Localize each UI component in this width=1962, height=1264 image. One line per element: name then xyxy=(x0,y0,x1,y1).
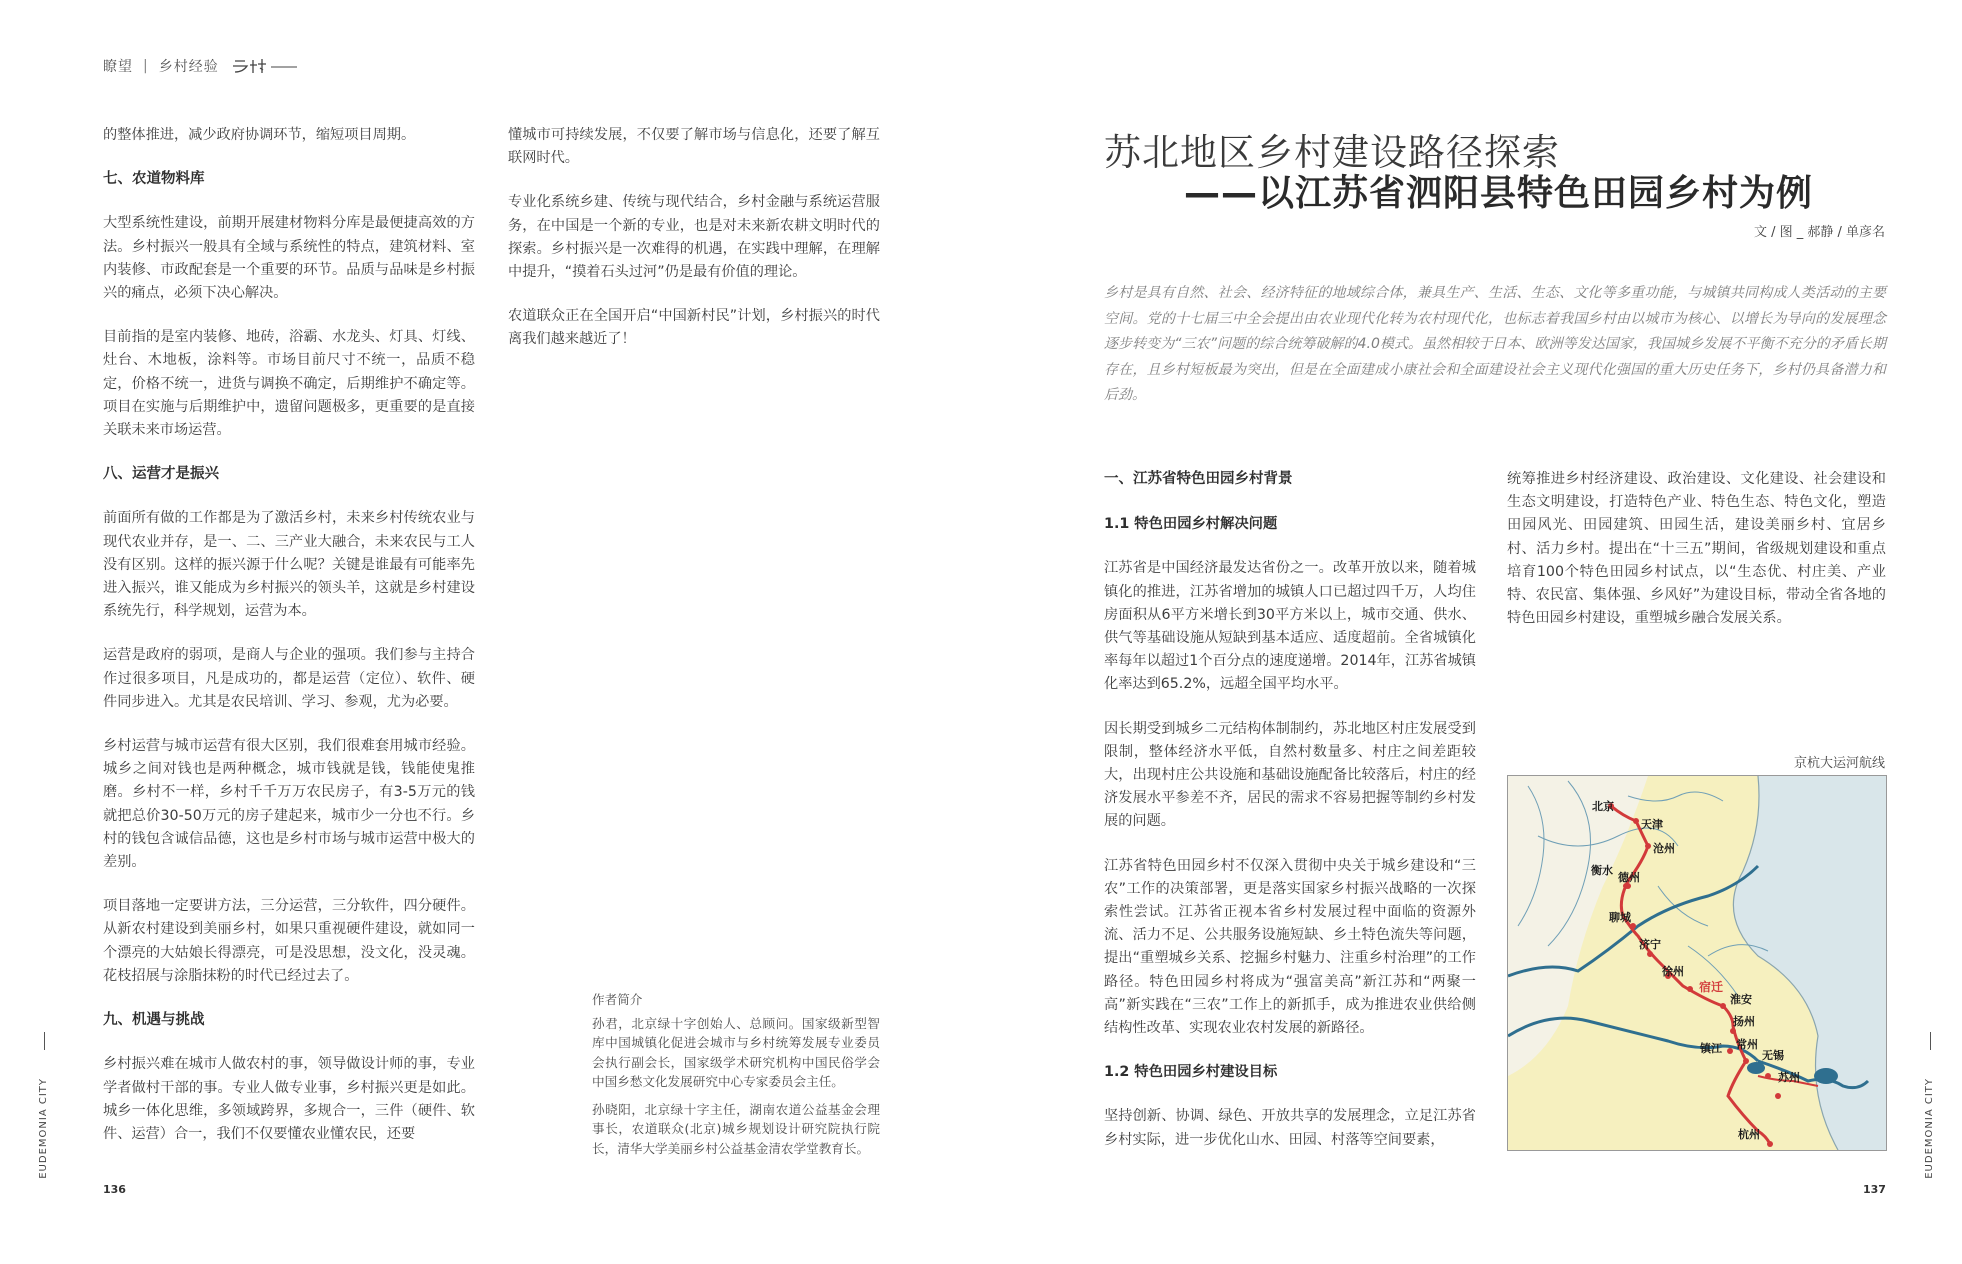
author-box-title: 作者简介 xyxy=(592,992,643,1007)
body-paragraph: 江苏省特色田园乡村不仅深入贯彻中央关于城乡建设和“三农”工作的决策部署，更是落实国家乡村振兴战略的一次探索性尝试。江苏省正视本省乡村发展过程中面临的资源外流、活力不足、公共服务设施短缺、乡土特色流失等问题，提出“重塑城乡关系、挖掘乡村魅力、注重乡村治理”的工作路径。特色田园乡村将成为“强富美高”新江苏和“两聚一高”新实践在“三农”工作上的新抓手，成为推进农业供给侧结构性改革、实现农业农村发展的新路径。 xyxy=(1104,857,1476,1037)
side-mark-left: EUDEMONIA CITY xyxy=(38,1078,49,1179)
city-label: 无锡 xyxy=(1762,1049,1784,1062)
city-dot-hangzhou xyxy=(1767,1141,1773,1147)
city-label: 杭州 xyxy=(1738,1128,1760,1141)
author-entry: 孙君，北京绿十字创始人、总顾问。国家级新型智库中国城镇化促进会城市与乡村统筹发展专业委员会执行副会长，国家级学术研究机构中国民俗学会中国乡愁文化发展研究中心专家委员会主任。 xyxy=(592,1015,880,1089)
author-info-box xyxy=(592,990,880,1166)
grand-canal-map xyxy=(1507,775,1887,1151)
side-tick xyxy=(1930,1032,1931,1050)
map-river xyxy=(1628,792,1723,801)
right-page-column-2 xyxy=(1507,468,1886,651)
city-label: 镇江 xyxy=(1700,1042,1722,1055)
city-dot-tianjin xyxy=(1633,818,1639,824)
city-label: 德州 xyxy=(1618,871,1640,884)
city-label: 苏州 xyxy=(1778,1071,1800,1084)
city-label: 衡水 xyxy=(1591,864,1613,877)
city-dot-zhenjiang xyxy=(1727,1048,1733,1054)
header-column: 乡村经验 xyxy=(158,59,219,75)
section-heading: 八、运营才是振兴 xyxy=(103,466,219,483)
body-paragraph: 江苏省是中国经济最发达省份之一。改革开放以来，随着城镇化的推进，江苏省增加的城镇人口已超过四千万，人均住房面积从6平方米增长到30平方米以上，城市交通、供水、供气等基础设施从短缺到基本适应、适度超前。全省城镇化率每年以超过1个百分点的速度递增。2014年，江苏省城镇化率达到65.2%，远超全国平均水平。 xyxy=(1104,560,1476,693)
right-page-column-1 xyxy=(1104,468,1476,1173)
village-calligraphy-logo-icon xyxy=(229,57,299,75)
body-paragraph: 前面所有做的工作都是为了激活乡村，未来乡村传统农业与现代农业并存，是一、二、三产业大融合，未来农民与工人没有区别。这样的振兴源于什么呢？关键是谁最有可能率先进入振兴，谁又能成为乡村振兴的领头羊，这就是乡村建设系统先行，科学规划，运营为本。 xyxy=(103,510,475,620)
body-paragraph: 乡村运营与城市运营有很大区别，我们很难套用城市经验。城乡之间对钱也是两种概念，城市钱就是钱，钱能使鬼推磨。乡村不一样，乡村千千万万农民房子，有3-5万元的钱就把总价30-50万元的房子建起来，城市少一分也不行。乡村的钱包含诚信品德，这也是乡村市场与城市运营中极大的差别。 xyxy=(103,738,475,871)
city-label: 沧州 xyxy=(1653,842,1675,855)
section-heading: 一、江苏省特色田园乡村背景 xyxy=(1104,471,1293,487)
city-label: 扬州 xyxy=(1733,1015,1755,1028)
city-dot-huaian xyxy=(1720,1003,1726,1009)
body-paragraph: 坚持创新、协调、绿色、开放共享的发展理念，立足江苏省乡村实际，进一步优化山水、田园、村落等空间要素， xyxy=(1104,1108,1476,1148)
section-heading: 七、农道物料库 xyxy=(103,171,205,188)
map-lake xyxy=(1747,1062,1765,1074)
body-paragraph: 农道联众正在全国开启“中国新村民”计划，乡村振兴的时代离我们越来越近了！ xyxy=(508,308,880,348)
body-paragraph: 目前指的是室内装修、地砖，浴霸、水龙头、灯具、灯线、灶台、木地板，涂料等。市场目前尺寸不统一，品质不稳定，价格不统一，进货与调换不确定，后期维护不确定等。项目在实施与后期维护中，遗留问题极多，更重要的是直接关联未来市场运营。 xyxy=(103,329,475,439)
city-label: 聊城 xyxy=(1609,911,1631,924)
page-header xyxy=(103,56,299,76)
grand-canal-route xyxy=(1611,806,1770,1144)
section-heading: 九、机遇与挑战 xyxy=(103,1012,205,1029)
body-paragraph: 懂城市可持续发展，不仅要了解市场与信息化，还要了解互联网时代。 xyxy=(508,127,880,167)
city-dot-jining xyxy=(1647,951,1653,957)
header-separator: | xyxy=(143,58,149,74)
map-river xyxy=(1658,886,1708,926)
header-section: 瞭望 xyxy=(103,59,133,75)
body-paragraph: 统筹推进乡村经济建设、政治建设、文化建设、社会建设和生态文明建设，打造特色产业、特色生态、特色文化，塑造田园风光、田园建筑、田园生活，建设美丽乡村、宜居乡村、活力乡村。提出在“十三五”期间，省级规划建设和重点培育100个特色田园乡村试点，以“生态优、村庄美、产业特、农民富、集体强、乡风好”为建设目标，带动全省各地的特色田园乡村建设，重塑城乡融合发展关系。 xyxy=(1507,471,1886,627)
page-number-right: 137 xyxy=(1863,1183,1886,1196)
city-dot-yangzhou xyxy=(1730,1028,1736,1034)
page-number-left: 136 xyxy=(103,1183,126,1196)
body-paragraph: 专业化系统乡建、传统与现代结合，乡村金融与系统运营服务，在中国是一个新的专业，也是对未来新农耕文明时代的探索。乡村振兴是一次难得的机遇，在实践中理解，在理解中提升，“摸着石头过河”仍是最有价值的理论。 xyxy=(508,194,880,281)
city-label: 常州 xyxy=(1736,1038,1758,1051)
city-label: 天津 xyxy=(1641,818,1663,831)
city-dot-suqian xyxy=(1687,986,1693,992)
article-subtitle: ——以江苏省泗阳县特色田园乡村为例 xyxy=(1184,173,1814,214)
article-abstract: 乡村是具有自然、社会、经济特征的地域综合体，兼具生产、生活、生态、文化等多重功能，与城镇共同构成人类活动的主要空间。党的十七届三中全会提出由农业现代化转为农村现代化，也标志着我国乡村由以城市为核心、以增长为导向的发展理念逐步转变为“三农”问题的综合统筹破解的4.0模式。虽然相较于日本、欧洲等发达国家，我国城乡发展不平衡不充分的矛盾长期存在，且乡村短板最为突出，但是在全面建成小康社会和全面建设社会主义现代化强国的重大历史任务下，乡村仍具备潜力和后劲。 xyxy=(1104,285,1886,404)
city-label: 北京 xyxy=(1592,800,1614,813)
article-title: 苏北地区乡村建设路径探索 xyxy=(1104,131,1560,174)
city-dot-changzhou xyxy=(1743,1058,1749,1064)
article-byline: 文 / 图 _ 郝静 / 单彦名 xyxy=(1753,225,1885,240)
subsection-heading: 1.2 特色田园乡村建设目标 xyxy=(1104,1064,1278,1081)
map-sea xyxy=(1733,776,1886,1150)
side-tick xyxy=(44,1032,45,1050)
grand-canal-map-svg xyxy=(1508,776,1886,1150)
city-dot-cangzhou xyxy=(1645,843,1651,849)
city-label: 淮安 xyxy=(1730,993,1752,1006)
city-label: 济宁 xyxy=(1639,938,1661,951)
subsection-heading: 1.1 特色田园乡村解决问题 xyxy=(1104,516,1278,533)
body-paragraph: 运营是政府的弱项，是商人与企业的强项。我们参与主持合作过很多项目，凡是成功的，都是运营（定位）、软件、硬件同步进入。尤其是农民培训、学习、参观，尤为必要。 xyxy=(103,647,475,710)
city-label: 徐州 xyxy=(1662,965,1684,978)
left-page-column-1 xyxy=(103,124,475,1167)
side-mark-right: EUDEMONIA CITY xyxy=(1924,1078,1935,1179)
body-paragraph: 乡村振兴难在城市人做农村的事，领导做设计师的事，专业学者做村干部的事。专业人做专业事，乡村振兴更是如此。城乡一体化思维，多领域跨界，多规合一，三件（硬件、软件、运营）合一，我们不仅要懂农业懂农民，还要 xyxy=(103,1056,475,1142)
author-entry: 孙晓阳，北京绿十字主任，湖南农道公益基金会理事长，农道联众(北京)城乡规划设计研究院执行院长，清华大学美丽乡村公益基金清农学堂教育长。 xyxy=(592,1101,880,1156)
body-paragraph: 因长期受到城乡二元结构体制制约，苏北地区村庄发展受到限制，整体经济水平低，自然村数量多、村庄之间差距较大，出现村庄公共设施和基础设施配备比较落后，村庄的经济发展水平参差不齐，居民的需求不容易把握等制约乡村发展的问题。 xyxy=(1104,720,1476,830)
body-paragraph: 大型系统性建设，前期开展建材物料分库是最便捷高效的方法。乡村振兴一般具有全域与系统性的特点，建筑材料、室内装修、市政配套是一个重要的环节。品质与品味是乡村振兴的痛点，必须下决心解决。 xyxy=(103,215,475,302)
city-dot-wuxi xyxy=(1765,1073,1771,1079)
map-caption: 京杭大运河航线 xyxy=(1793,756,1885,771)
left-page-column-2 xyxy=(508,124,880,373)
city-label-highlight: 宿迁 xyxy=(1699,980,1724,994)
body-paragraph: 项目落地一定要讲方法，三分运营，三分软件，四分硬件。从新农村建设到美丽乡村，如果只重视硬件建设，就如同一个漂亮的大姑娘长得漂亮，可是没思想，没文化，没灵魂。花枝招展与涂脂抹粉的时代已经过去了。 xyxy=(103,898,475,984)
map-lake xyxy=(1814,1068,1838,1084)
city-dot-suzhou xyxy=(1775,1093,1781,1099)
body-paragraph: 的整体推进，减少政府协调环节，缩短项目周期。 xyxy=(103,127,416,143)
